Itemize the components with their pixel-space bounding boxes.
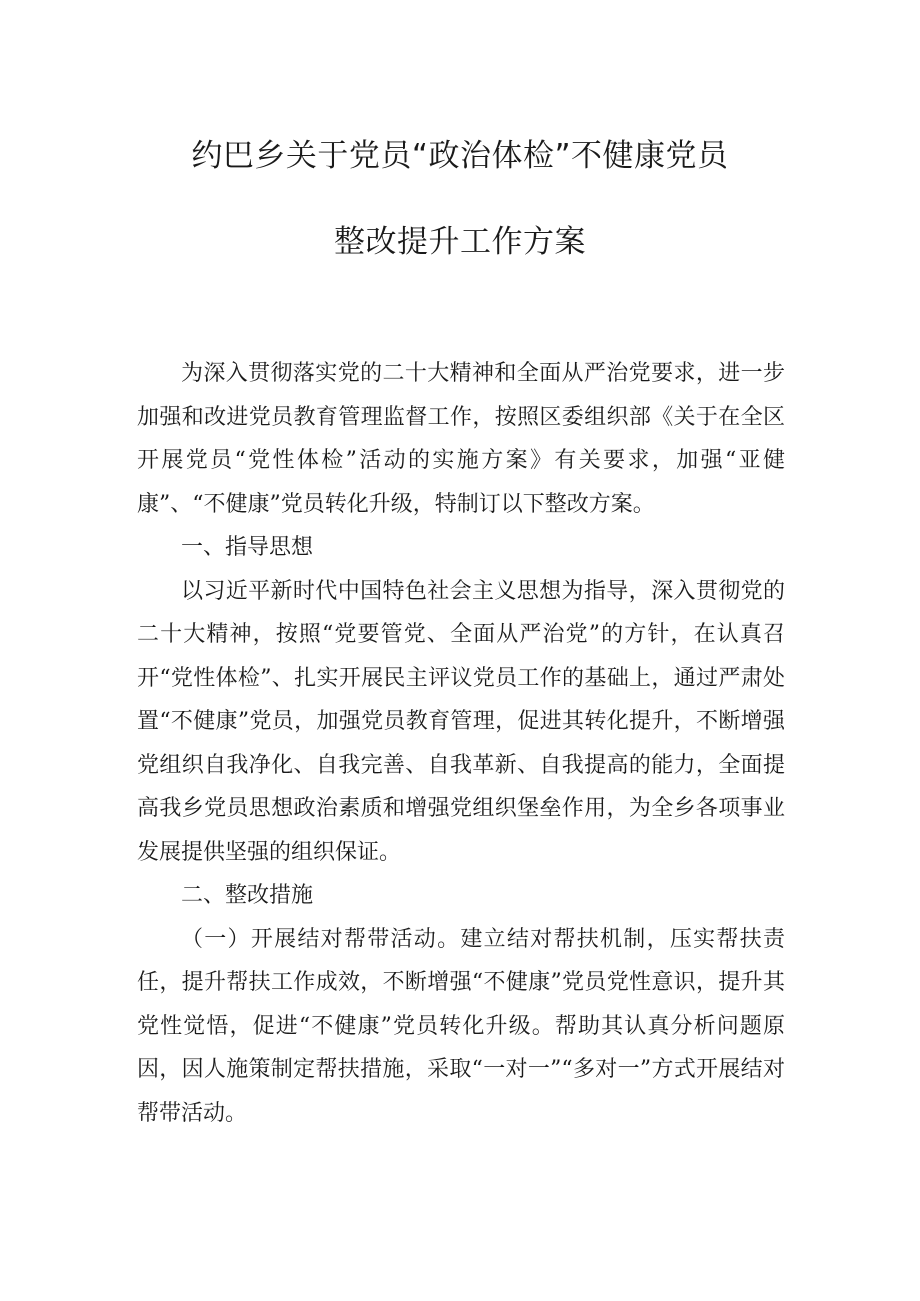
document-body (137, 352, 785, 1135)
document-title-line-1: 约巴乡关于党员“政治体检”不健康党员 (191, 138, 729, 174)
section-2-item-1-paragraph: （一）开展结对帮带活动。建立结对帮扶机制，压实帮扶责任，提升帮扶工作成效，不断增强“不健康”党员党性意识，提升其党性觉悟，促进“不健康”党员转化升级。帮助其认真分析问题原因，因人施策制定帮扶措施，采取“一对一”“多对一”方式开展结对帮带活动。 (137, 926, 785, 1126)
document-title-line-2: 整改提升工作方案 (334, 224, 586, 260)
intro-paragraph: 为深入贯彻落实党的二十大精神和全面从严治党要求，进一步加强和改进党员教育管理监督工作，按照区委组织部《关于在全区开展党员“党性体检”活动的实施方案》有关要求，加强“亚健康”、“不健康”党员转化升级，特制订以下整改方案。 (137, 361, 785, 517)
section-1-heading: 一、指导思想 (181, 535, 314, 560)
section-2-heading: 二、整改措施 (181, 883, 314, 908)
section-1-paragraph: 以习近平新时代中国特色社会主义思想为指导，深入贯彻党的二十大精神，按照“党要管党、全面从严治党”的方针，在认真召开“党性体检”、扎实开展民主评议党员工作的基础上，通过严肃处置“不健康”党员，加强党员教育管理，促进其转化提升，不断增强党组织自我净化、自我完善、自我革新、自我提高的能力，全面提高我乡党员思想政治素质和增强党组织堡垒作用，为全乡各项事业发展提供坚强的组织保证。 (137, 578, 785, 865)
